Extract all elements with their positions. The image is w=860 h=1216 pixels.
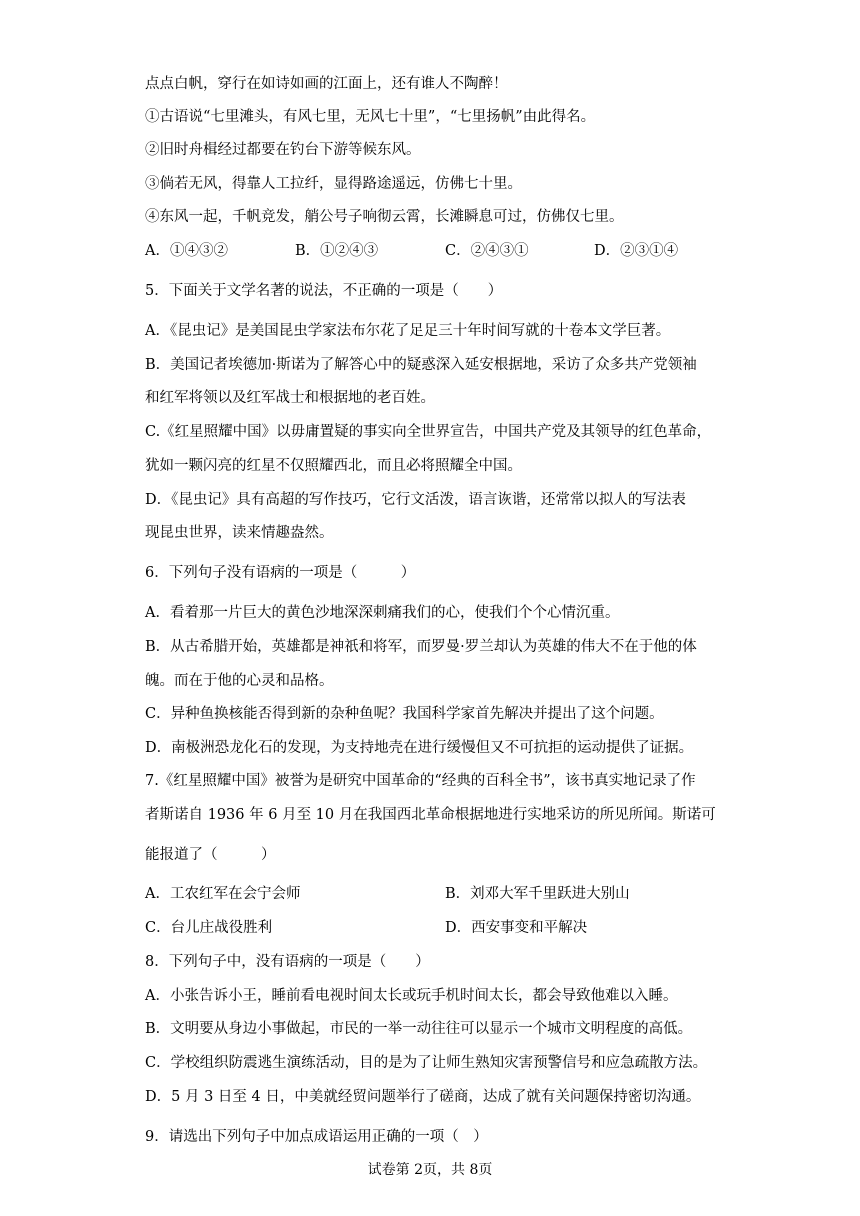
q8-option-a[interactable]: A．小张告诉小王，睡前看电视时间太长或玩手机时间太长，都会导致他难以入睡。 (145, 988, 678, 1004)
q4-option-d[interactable]: D．②③①④ (594, 243, 679, 259)
q7-option-b[interactable]: B．刘邓大军千里跃进大别山 (445, 886, 630, 902)
q4-option-c[interactable]: C．②④③① (445, 243, 529, 259)
q7-option-c[interactable]: C．台儿庄战役胜利 (145, 920, 273, 936)
q6-option-c[interactable]: C．异种鱼换核能否得到新的杂种鱼呢？我国科学家首先解决并提出了这个问题。 (145, 706, 664, 722)
q5-option-c-cont: 犹如一颗闪亮的红星不仅照耀西北，而且必将照耀全中国。 (145, 458, 522, 474)
q5-stem: 5．下面关于文学名著的说法，不正确的一项是（ ） (145, 283, 503, 299)
q4-option-a[interactable]: A．①④③② (145, 243, 228, 259)
q5-option-c[interactable]: C.《红星照耀中国》以毋庸置疑的事实向全世界宣告，中国共产党及其领导的红色革命， (145, 424, 712, 440)
q8-option-d[interactable]: D．5 月 3 日至 4 日，中美就经贸问题举行了磋商，达成了就有关问题保持密切沟通。 (145, 1089, 701, 1105)
q4-item: ②旧时舟楫经过都要在钓台下游等候东风。 (145, 142, 421, 158)
q6-option-a[interactable]: A．看着那一片巨大的黄色沙地深深刺痛我们的心，使我们个个心情沉重。 (145, 605, 620, 621)
q5-option-d[interactable]: D．《昆虫记》具有高超的写作技巧，它行文活泼，语言诙谐，还常常以拟人的写法表 (145, 492, 686, 508)
q4-item: ①古语说“七里滩头，有风七里，无风七十里”，“七里扬帆”由此得名。 (145, 109, 596, 125)
q8-option-b[interactable]: B．文明要从身边小事做起，市民的一举一动往往可以显示一个城市文明程度的高低。 (145, 1021, 693, 1037)
q8-stem: 8．下列句子中，没有语病的一项是（ ） (145, 954, 430, 970)
page-footer: 试卷第 2页，共 8页 (367, 1162, 493, 1178)
q4-item: ④东风一起，千帆竞发，艄公号子响彻云霄，长滩瞬息可过，仿佛仅七里。 (145, 209, 624, 225)
q6-option-b-cont: 魄。而在于他的心灵和品格。 (145, 673, 334, 689)
q9-stem: 9．请选出下列句子中加点成语运用正确的一项（ ） (145, 1129, 488, 1145)
q6-option-b[interactable]: B．从古希腊开始，英雄都是神祇和将军，而罗曼·罗兰却认为英雄的伟大不在于他的体 (145, 639, 697, 655)
q7-option-d[interactable]: D．西安事变和平解决 (445, 920, 588, 936)
q5-option-d-cont: 现昆虫世界，读来情趣盎然。 (145, 525, 334, 541)
q7-stem-cont: 者斯诺自 1936 年 6 月至 10 月在我国西北革命根据地进行实地采访的所见所闻。斯诺可 (145, 807, 716, 823)
q4-item: ③倘若无风，得靠人工拉纤，显得路途遥远，仿佛七十里。 (145, 176, 522, 192)
q7-option-a[interactable]: A．工农红军在会宁会师 (145, 886, 301, 902)
q5-option-b[interactable]: B．美国记者埃德加·斯诺为了解答心中的疑惑深入延安根据地，采访了众多共产党领袖 (145, 357, 697, 373)
q5-option-b-cont: 和红军将领以及红军战士和根据地的老百姓。 (145, 390, 435, 406)
intro-line: 点点白帆，穿行在如诗如画的江面上，还有谁人不陶醉！ (145, 76, 508, 92)
q8-option-c[interactable]: C．学校组织防震逃生演练活动，目的是为了让师生熟知灾害预警信号和应急疏散方法。 (145, 1055, 708, 1071)
q4-option-b[interactable]: B．①②④③ (295, 243, 379, 259)
q7-stem: 7.《红星照耀中国》被誉为是研究中国革命的“经典的百科全书”，该书真实地记录了作 (145, 773, 696, 789)
q7-stem-end: 能报道了（ ） (145, 847, 276, 863)
q6-stem: 6．下列句子没有语病的一项是（ ） (145, 565, 416, 581)
q5-option-a[interactable]: A．《昆虫记》是美国昆虫学家法布尔花了足足三十年时间写就的十卷本文学巨著。 (145, 323, 671, 339)
q6-option-d[interactable]: D．南极洲恐龙化石的发现，为支持地壳在进行缓慢但又不可抗拒的运动提供了证据。 (145, 740, 694, 756)
